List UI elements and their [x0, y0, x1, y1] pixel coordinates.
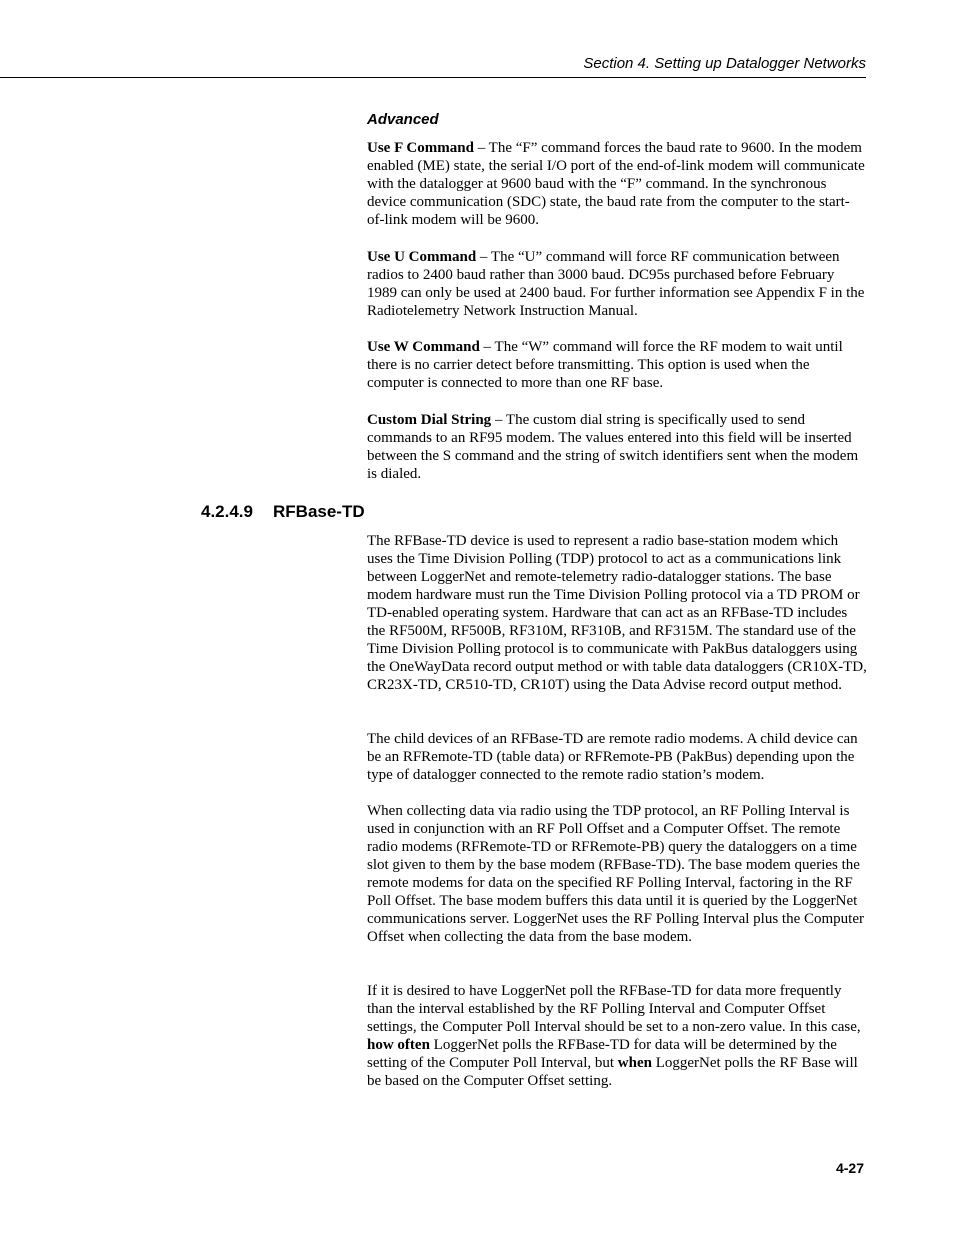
para4-bold-when: when	[617, 1055, 652, 1071]
section-title: RFBase-TD	[273, 502, 365, 521]
desc-use-f-command: – The “F” command forces the baud rate to 9600. In the modem enabled (ME) state, the serial I/O port of the end-of-link modem will communicate with the datalogger at 9600 baud with the “F” command. In the synchronous device communication (SDC) state, the baud rate from the computer to the start-of-link modem will be 9600.	[367, 140, 865, 228]
rfbase-para-3: When collecting data via radio using the TDP protocol, an RF Polling Interval is used in conjunction with an RF Poll Offset and a Computer Offset. The remote radio modems (RFRemote-TD or RFRemote-PB) query the dataloggers on a time slot given to them by the base modem (RFBase-TD). The base modem queries the remote modems for data on the specified RF Polling Interval, factoring in the RF Poll Offset. The base modem buffers this data until it is queried by the LoggerNet communications server. LoggerNet uses the RF Polling Interval plus the Computer Offset when collecting the data from the base modem.	[367, 803, 864, 945]
term-use-f-command: Use F Command	[367, 140, 474, 156]
desc-custom-dial-string: – The custom dial string is specifically used to send commands to an RF95 modem. The values entered into this field will be inserted between the S command and the string of switch identifiers sent when the modem is dialed.	[367, 412, 859, 482]
header-section-title: Section 4. Setting up Datalogger Networks	[583, 55, 866, 72]
term-use-w-command: Use W Command	[367, 339, 480, 355]
paragraph-child-devices	[367, 730, 867, 784]
para4-bold-how-often: how often	[367, 1037, 430, 1053]
rfbase-para-1: The RFBase-TD device is used to represent a radio base-station modem which uses the Time Division Polling (TDP) protocol to act as a communications link between LoggerNet and remote-telemetry radio-datalogger stations. The base modem hardware must run the Time Division Polling protocol via a TD PROM or TD-enabled operating system. Hardware that can act as an RFBase-TD includes the RF500M, RF500B, RF310M, RF310B, and RF315M. The standard use of the Time Division Polling protocol is to communicate with PakBus dataloggers using the OneWayData record output method or with table data dataloggers (CR10X-TD, CR23X-TD, CR510-TD, CR10T) using the Data Advise record output method.	[367, 533, 867, 693]
desc-use-u-command: – The “U” command will force RF communication between radios to 2400 baud rather than 3000 baud. DC95s purchased before February 1989 can only be used at 2400 baud. For further information see Appendix F in the Radiotelemetry Network Instruction Manual.	[367, 249, 865, 319]
paragraph-custom-dial-string	[367, 411, 867, 483]
desc-use-w-command: – The “W” command will force the RF modem to wait until there is no carrier detect before transmitting. This option is used when the computer is connected to more than one RF base.	[367, 339, 843, 391]
paragraph-use-u-command	[367, 248, 867, 320]
paragraph-use-w-command	[367, 338, 867, 392]
paragraph-rfbase-intro	[367, 532, 867, 694]
section-heading	[201, 502, 365, 522]
section-number: 4.2.4.9	[201, 502, 253, 521]
para4-text-2: LoggerNet polls the RFBase-TD for data will be determined by the setting of the Computer Poll Interval, but	[367, 1037, 837, 1071]
advanced-heading: Advanced	[367, 111, 439, 128]
paragraph-computer-poll	[367, 982, 867, 1090]
page-header	[0, 55, 866, 78]
paragraph-use-f-command	[367, 139, 867, 229]
page-number: 4-27	[835, 1160, 864, 1176]
para4-text-3: LoggerNet polls the RF Base will be based on the Computer Offset setting.	[367, 1055, 858, 1089]
term-use-u-command: Use U Command	[367, 249, 477, 265]
rfbase-para-2: The child devices of an RFBase-TD are remote radio modems. A child device can be an RFRemote-TD (table data) or RFRemote-PB (PakBus) depending upon the type of datalogger connected to the remote radio station’s modem.	[367, 731, 858, 783]
para4-text-1: If it is desired to have LoggerNet poll the RFBase-TD for data more frequently than the interval established by the RF Polling Interval and Computer Offset settings, the Computer Poll Interval should be set to a non-zero value. In this case,	[367, 983, 861, 1035]
term-custom-dial-string: Custom Dial String	[367, 412, 492, 428]
paragraph-tdp-collection	[367, 802, 867, 946]
